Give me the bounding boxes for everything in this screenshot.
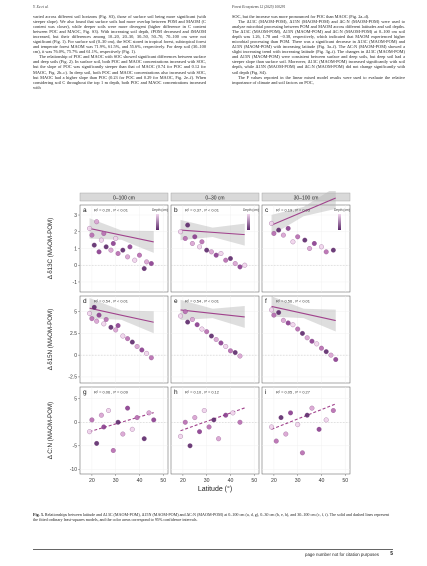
data-point — [94, 319, 99, 324]
data-point — [305, 335, 310, 340]
left-paragraph-2: The relationship of POC and MAOC with SOC showed significant differences between surface and deep soils (Fig. 2). In surface soil, both POC and MAOC concentrations increased with SOC, but the slope of POC was significantly steeper than that of MAOC (0.74 for POC and 0.12 for MAOC, Fig. 2b–c). In deep soil, both POC and MAOC concentrations also increased with SOC, but MAOC had a higher slope than POC (0.23 for POC and 0.29 for MAOC, Fig. 2e–f). When considering soil C throughout the top 1 m depth, both POC and MAOC concentrations increased with — [33, 54, 206, 90]
panel-letter: a — [83, 207, 87, 214]
data-point — [233, 261, 238, 266]
data-point — [223, 258, 228, 263]
data-point — [272, 231, 277, 236]
x-tick-label: 30 — [203, 478, 210, 484]
data-point — [178, 314, 183, 319]
y-tick-label: 5 — [74, 309, 77, 316]
panel-letter: e — [174, 298, 178, 305]
data-point — [219, 251, 224, 256]
data-point — [185, 320, 190, 325]
data-point — [94, 441, 99, 446]
data-point — [207, 425, 212, 430]
data-point — [291, 240, 296, 245]
data-point — [192, 415, 197, 420]
panel-stat: R² = 0.10 , P = 0.12 — [185, 389, 219, 395]
panel-i — [262, 387, 350, 484]
data-point — [135, 344, 140, 349]
data-point — [113, 236, 118, 241]
data-point — [192, 234, 197, 239]
data-point — [125, 406, 130, 411]
data-point — [214, 337, 219, 342]
panel-stat: R² = 0.37 , P < 0.01 — [185, 207, 219, 213]
data-point — [125, 255, 130, 260]
data-point — [219, 341, 224, 346]
running-header-authors: Y. Xu et al. — [33, 5, 49, 9]
legend-colorbar — [156, 214, 159, 230]
panel-frame — [80, 387, 168, 474]
data-point — [274, 439, 279, 444]
data-point — [269, 425, 274, 430]
column-header-label: 0–100 cm — [113, 195, 135, 202]
data-point — [101, 231, 106, 236]
data-point — [92, 305, 97, 310]
data-point — [111, 448, 116, 453]
data-point — [238, 354, 243, 359]
data-point — [331, 248, 336, 253]
data-point — [281, 318, 286, 323]
data-point — [212, 418, 217, 423]
data-point — [223, 413, 228, 418]
data-point — [87, 311, 92, 316]
y-tick-label: -2.5 — [68, 374, 77, 381]
data-point — [149, 355, 154, 360]
y-tick-label: 2 — [74, 229, 77, 236]
data-point — [295, 327, 300, 332]
x-tick-label: 50 — [251, 478, 258, 484]
y-tick-label: 3 — [74, 212, 77, 219]
data-point — [87, 429, 92, 434]
data-point — [190, 241, 195, 246]
data-point — [312, 241, 317, 246]
data-point — [101, 322, 106, 327]
data-point — [288, 411, 293, 416]
data-point — [202, 408, 207, 413]
data-point — [130, 340, 135, 345]
panel-e — [171, 296, 259, 383]
data-point — [149, 261, 154, 266]
data-point — [300, 331, 305, 336]
data-point — [269, 308, 274, 313]
data-point — [200, 327, 205, 332]
data-point — [190, 317, 195, 322]
data-point — [197, 245, 202, 250]
data-point — [109, 248, 114, 253]
panel-stat: R² = 0.54 , P < 0.01 — [185, 298, 219, 304]
panel-a — [73, 205, 168, 292]
data-point — [101, 425, 106, 430]
panel-frame — [262, 387, 350, 474]
data-point — [125, 336, 130, 341]
legend-colorbar — [247, 214, 250, 230]
data-point — [333, 357, 338, 362]
data-point — [310, 406, 315, 411]
data-point — [286, 321, 291, 326]
data-point — [295, 422, 300, 427]
data-point — [197, 429, 202, 434]
data-point — [142, 436, 147, 441]
column-header-label: 0–30 cm — [205, 195, 225, 202]
panel-f — [262, 296, 350, 383]
data-point — [128, 245, 133, 250]
y-axis-label: Δ δ13C (MAOM-POM) — [47, 217, 54, 280]
data-point — [137, 253, 142, 258]
data-point — [279, 415, 284, 420]
data-point — [319, 245, 324, 250]
data-point — [238, 420, 243, 425]
y-tick-label: 0 — [74, 263, 77, 270]
data-point — [113, 328, 118, 333]
data-point — [188, 443, 193, 448]
panel-c — [262, 191, 350, 292]
data-point — [291, 322, 296, 327]
y-tick-label: 0 — [74, 352, 77, 359]
data-point — [281, 233, 286, 238]
data-point — [116, 323, 121, 328]
panel-b — [171, 205, 259, 292]
data-point — [233, 350, 238, 355]
data-point — [132, 258, 137, 263]
y-tick-label: -1 — [72, 279, 77, 286]
panel-letter: g — [83, 389, 87, 396]
panel-letter: d — [83, 298, 87, 305]
column-header-label: 30–100 cm — [293, 195, 319, 202]
data-point — [209, 334, 214, 339]
data-point — [329, 353, 334, 358]
data-point — [92, 243, 97, 248]
data-point — [147, 411, 152, 416]
data-point — [121, 334, 126, 339]
data-point — [183, 236, 188, 241]
y-axis-label: Δ C:N (MAOM-POM) — [47, 401, 54, 460]
data-point — [97, 313, 102, 318]
data-point — [135, 415, 140, 420]
panel-stat: R² = 0.56 , P < 0.01 — [276, 298, 310, 304]
data-point — [283, 432, 288, 437]
panel-g — [70, 387, 168, 484]
right-paragraph-1: SOC, but the increase was more pronounced for POC than MAOC (Fig. 2a–d). — [232, 14, 370, 19]
data-point — [238, 265, 243, 270]
legend-title: Depth (cm) — [152, 208, 168, 212]
y-tick-label: -10 — [69, 467, 77, 474]
panel-letter: i — [265, 389, 267, 396]
page-number: 5 — [390, 551, 393, 557]
data-point — [286, 226, 291, 231]
panel-stat: R² = 0.19 , P = 0.03 — [276, 207, 310, 213]
data-point — [104, 317, 109, 322]
legend-title: Depth (cm) — [243, 208, 259, 212]
data-point — [106, 408, 111, 413]
panel-stat: R² = 0.54 , P < 0.01 — [94, 298, 128, 304]
data-point — [109, 325, 114, 330]
x-tick-label: 40 — [318, 478, 325, 484]
data-point — [116, 420, 121, 425]
left-text-column — [33, 14, 206, 90]
panel-d — [68, 296, 168, 383]
panel-letter: b — [174, 207, 178, 214]
data-point — [183, 309, 188, 314]
right-paragraph-3: The F values reported in the linear mixed model results were used to evaluate the relative importance of climate and soil factors on POC, — [232, 74, 405, 85]
data-point — [319, 346, 324, 351]
panel-frame — [171, 387, 259, 474]
data-point — [276, 310, 281, 315]
data-point — [324, 250, 329, 255]
data-point — [183, 420, 188, 425]
data-point — [269, 221, 274, 226]
legend-colorbar — [338, 214, 341, 230]
data-point — [144, 260, 149, 265]
y-tick-label: 5 — [74, 396, 77, 403]
x-axis-label: Latitude (°) — [197, 486, 233, 493]
data-point — [204, 248, 209, 253]
footer-note: page number not for citation purposes — [305, 552, 379, 557]
data-point — [104, 245, 109, 250]
y-tick-label: -5 — [72, 443, 77, 450]
figure-caption — [33, 513, 393, 523]
x-tick-label: 40 — [227, 478, 234, 484]
panel-stat: R² = 0.05 , P = 0.27 — [276, 389, 310, 395]
data-point — [331, 408, 336, 413]
right-text-column — [232, 14, 405, 85]
panel-stat: R² = 0.20 , P < 0.01 — [94, 207, 128, 213]
data-point — [87, 226, 92, 231]
data-point — [300, 451, 305, 456]
data-point — [223, 344, 228, 349]
x-tick-label: 30 — [112, 478, 119, 484]
data-point — [111, 241, 116, 246]
x-tick-label: 50 — [342, 478, 349, 484]
data-point — [242, 263, 247, 268]
x-tick-label: 40 — [136, 478, 143, 484]
y-tick-label: 2.5 — [70, 331, 77, 338]
data-point — [272, 313, 277, 318]
data-point — [209, 250, 214, 255]
data-point — [204, 329, 209, 334]
data-point — [151, 418, 156, 423]
data-point — [228, 256, 233, 261]
data-point — [99, 238, 104, 243]
data-point — [317, 427, 322, 432]
x-tick-label: 20 — [89, 478, 95, 484]
y-tick-label: 0 — [74, 420, 77, 427]
data-point — [324, 418, 329, 423]
data-point — [140, 348, 145, 353]
running-header-journal: Forest Ecosystems 12 (2025) 100291 — [232, 5, 286, 9]
data-point — [228, 349, 233, 354]
panel-letter: c — [265, 207, 269, 214]
data-point — [195, 322, 200, 327]
data-point — [97, 250, 102, 255]
data-point — [324, 349, 329, 354]
data-point — [216, 436, 221, 441]
x-tick-label: 20 — [271, 478, 277, 484]
data-point — [200, 240, 205, 245]
data-point — [130, 427, 135, 432]
data-point — [276, 228, 281, 233]
x-tick-label: 30 — [294, 478, 301, 484]
figure-3 — [44, 191, 374, 511]
data-point — [144, 351, 149, 356]
data-point — [214, 253, 219, 258]
data-point — [307, 246, 312, 251]
data-point — [295, 234, 300, 239]
data-point — [90, 233, 95, 238]
panel-letter: f — [265, 298, 267, 305]
x-tick-label: 50 — [160, 478, 167, 484]
right-paragraph-2: The Δ13C (MAOM-POM), Δ15N (MAOM-POM) and ΔC:N (MAOM-POM) were used to analyze microbial processing between POM and MAOM across different latitudes and soil depths. The Δ13C (MAOM-POM), Δ15N (MAOM-POM) and ΔC:N (MAOM-POM) at 0–100 cm soil depth was 1.26, 1.78 and −0.38, respectively, which indicated that MAOM experienced higher microbial processing than POM. There was a significant decrease in Δ13C (MAOM-POM) and Δ15N (MAOM-POM) with increasing latitude (Fig. 3a–f). The ΔC:N (MAOM-POM) showed a slight increasing trend with increasing latitude (Fig. 3g–i). The changes in Δ13C (MAOM-POM) and Δ15N (MAOM-POM) were consistent between surface and deep soils, but deep soil had a steeper slope than surface soil. Moreover, Δ13C (MAOM-POM) increased significantly with soil depth, while Δ15N (MAOM-POM) and ΔC:N (MAOM-POM) did not change significantly with soil depth (Fig. S4). — [232, 19, 405, 75]
data-point — [121, 248, 126, 253]
caption-label: Fig. 3. — [33, 512, 44, 517]
data-point — [142, 266, 147, 271]
data-point — [90, 316, 95, 321]
data-point — [121, 432, 126, 437]
y-axis-label: Δ δ15N (MAOM-POM) — [47, 308, 54, 371]
data-point — [178, 229, 183, 234]
panel-stat: R² = 0.06 , P = 0.09 — [94, 389, 128, 395]
data-point — [99, 413, 104, 418]
panel-h — [171, 387, 259, 484]
panel-letter: h — [174, 389, 178, 396]
caption-text: Relationships between latitude and Δ13C (MAOM-POM), Δ15N (MAOM-POM) and ΔC:N (MAOM-POM) at 0–100 cm (a, d, g), 0–30 cm (b, e, h), and 30–100 cm (c, f, i). The solid and dashed lines represent the fitted ordinary least-squares models, and the color areas correspond to 95% confidence intervals. — [33, 512, 390, 522]
legend-title: Depth (cm) — [334, 208, 350, 212]
data-point — [90, 418, 95, 423]
x-tick-label: 20 — [180, 478, 186, 484]
y-tick-label: 1 — [74, 246, 77, 253]
data-point — [116, 251, 121, 256]
page-footer — [33, 549, 393, 558]
data-point — [303, 238, 308, 243]
data-point — [231, 411, 236, 416]
data-point — [185, 223, 190, 228]
data-point — [178, 434, 183, 439]
left-paragraph-1: varied across different soil horizons (Fig. S3), those of surface soil being more significant (with steeper slope). We also found that surface soils had more overlap between POM and MAOM (C content was closer), while deeper soils were more divergent (higher difference in C content between POC and MAOC, Fig. S3). With increasing soil depth, fPOM decreased and fMAOM increased, but their differences among 10–20, 20–30, 30–50, 50–70, 70–100 cm were not significant (Fig. 1). For surface soil (0–30 cm), the SOC stored in tropical forest, subtropical forest and temperate forest MAOM was 71.9%, 61.5%, and 55.6%, respectively. For deep soil (30–100 cm), it was 76.0%, 75.7% and 61.1%, respectively (Fig. 1). — [33, 14, 206, 55]
data-point — [94, 219, 99, 224]
data-point — [305, 413, 310, 418]
data-point — [310, 339, 315, 344]
data-point — [314, 342, 319, 347]
